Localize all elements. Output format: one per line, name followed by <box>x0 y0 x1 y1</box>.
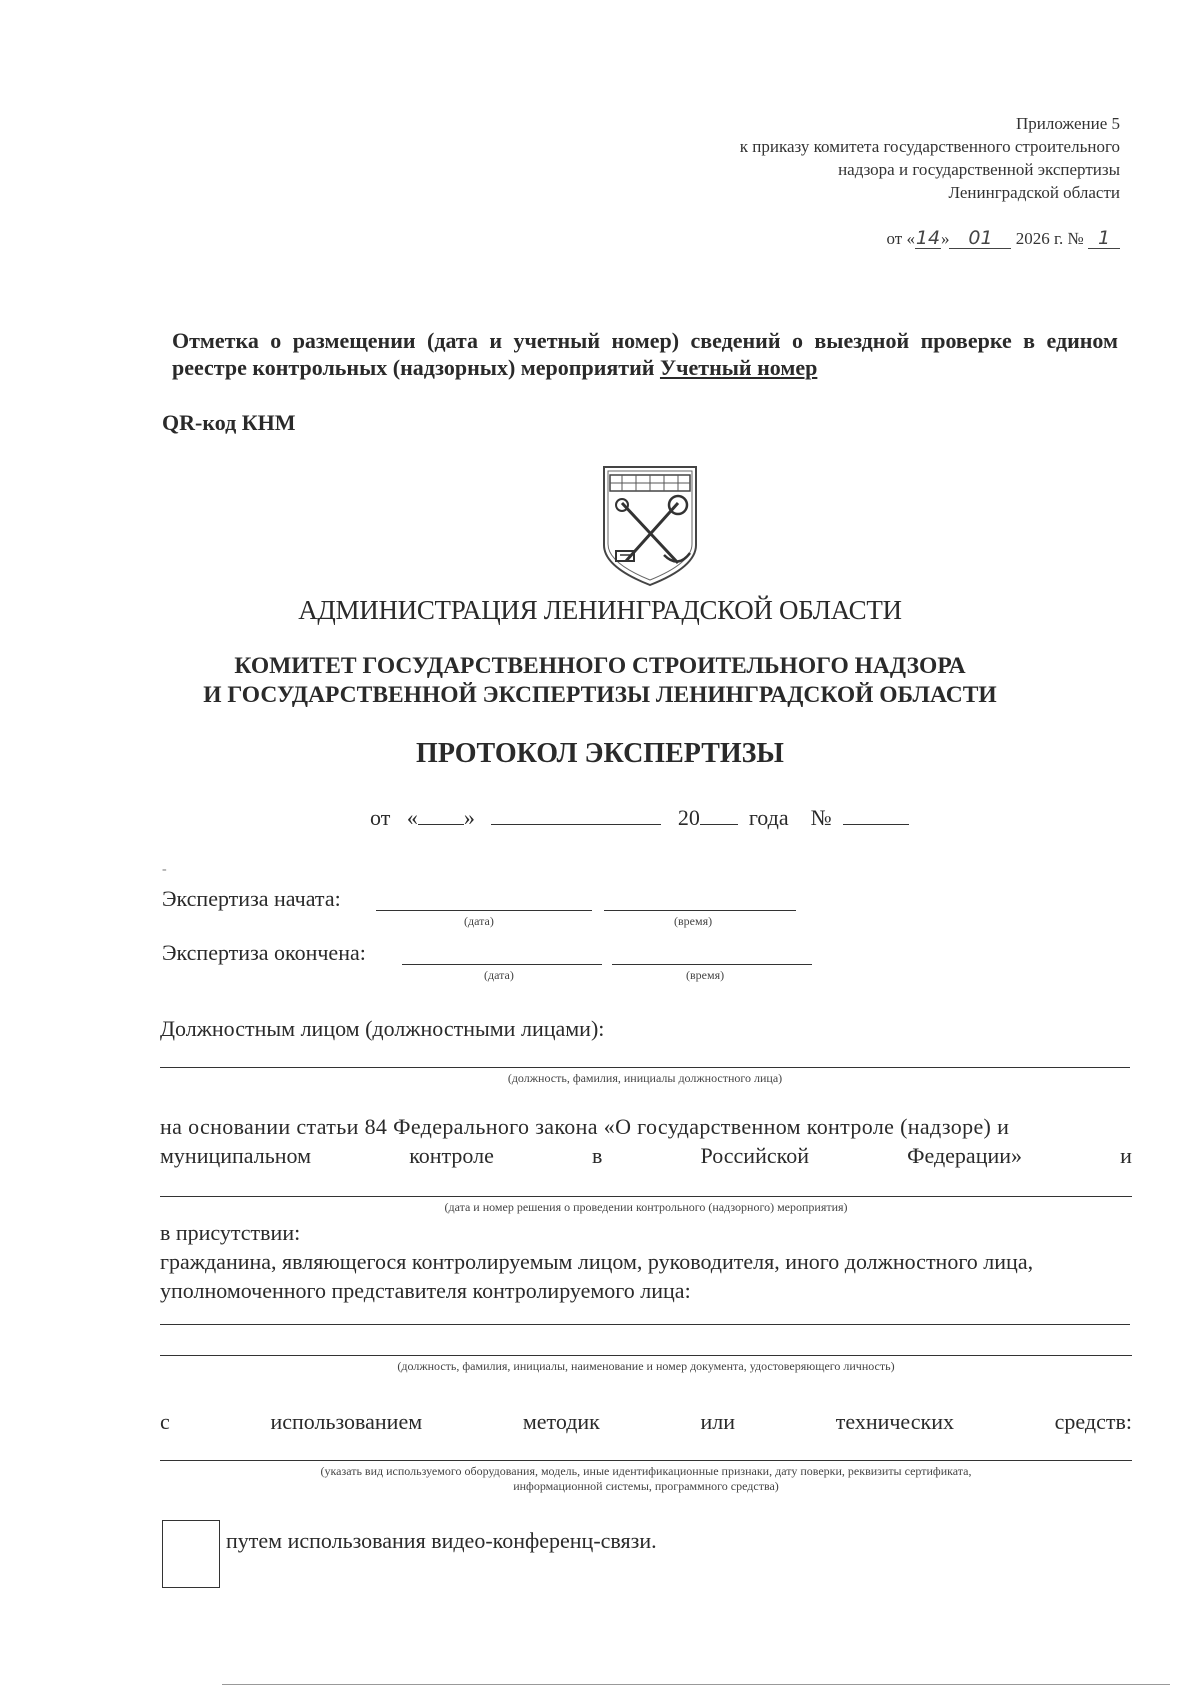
protocol-number-field[interactable] <box>843 804 909 825</box>
basis-word: муниципальном <box>160 1143 312 1168</box>
official-field[interactable] <box>160 1067 1130 1068</box>
presence-label: в присутствии: <box>160 1220 301 1245</box>
ended-label: Экспертиза окончена: <box>162 940 366 965</box>
video-conference-label: путем использования видео-конференц-связи. <box>226 1528 657 1553</box>
appendix-line: Приложение 5 <box>1016 114 1120 133</box>
basis-word: и <box>1120 1143 1132 1168</box>
official-hint: (должность, фамилия, инициалы должностного лица) <box>507 1071 783 1085</box>
basis-line-1 <box>160 1112 1132 1141</box>
methods-word: методик <box>522 1409 600 1434</box>
order-date-line <box>887 228 1121 249</box>
video-conference-checkbox[interactable] <box>162 1520 220 1588</box>
committee-line-2: И ГОСУДАРСТВЕННОЙ ЭКСПЕРТИЗЫ ЛЕНИНГРАДСКОЙ ОБЛАСТИ <box>203 682 997 708</box>
methods-word: использованием <box>270 1409 423 1434</box>
basis-line-2 <box>160 1141 1132 1170</box>
year-field[interactable] <box>700 804 738 825</box>
order-quote: » <box>940 229 950 248</box>
order-month: 01 <box>949 228 1011 249</box>
ended-time-hint: (время) <box>686 968 725 982</box>
century-text: 20 <box>677 805 700 830</box>
methods-hint-line-2: информационной системы, программного средства) <box>513 1479 779 1493</box>
order-from: от « <box>886 229 915 248</box>
started-date-hint: (дата) <box>464 914 494 928</box>
order-number: 1 <box>1088 228 1120 249</box>
month-field[interactable] <box>491 804 661 825</box>
started-time-hint: (время) <box>674 914 713 928</box>
number-sign: № <box>810 805 832 830</box>
page-bottom-edge <box>222 1684 1170 1685</box>
qr-label: QR-код КНМ <box>162 410 296 435</box>
started-time-field[interactable] <box>604 910 796 911</box>
basis-word: в <box>592 1143 603 1168</box>
ended-date-hint: (дата) <box>484 968 514 982</box>
account-number-label: Учетный номер <box>659 355 818 380</box>
methods-field[interactable] <box>160 1460 1132 1461</box>
order-day: 14 <box>915 227 941 249</box>
coat-of-arms-emblem <box>600 463 700 588</box>
protocol-date-line <box>370 804 909 831</box>
started-label: Экспертиза начата: <box>162 886 341 911</box>
methods-word: или <box>700 1409 736 1434</box>
presence-hint: (должность, фамилия, инициалы, наименование и номер документа, удостоверяющего личность) <box>397 1359 895 1373</box>
basis-word: контроле <box>409 1143 494 1168</box>
basis-paragraph <box>160 1112 1132 1170</box>
ended-time-field[interactable] <box>612 964 812 965</box>
presence-field-2[interactable] <box>160 1355 1132 1356</box>
appendix-line: надзора и государственной экспертизы <box>838 160 1120 179</box>
administration-heading: АДМИНИСТРАЦИЯ ЛЕНИНГРАДСКОЙ ОБЛАСТИ <box>298 595 902 625</box>
order-year: 2026 г. № <box>1015 229 1084 248</box>
committee-line-1: КОМИТЕТ ГОСУДАРСТВЕННОГО СТРОИТЕЛЬНОГО НАДЗОРА <box>234 653 966 679</box>
methods-hint-line-1: (указать вид используемого оборудования, модель, иные идентификационные признаки, дату поверки, реквизиты сертификата, <box>320 1464 972 1478</box>
registry-mark <box>172 327 1118 381</box>
presence-text: гражданина, являющегося контролируемым лицом, руководителя, иного должностного лица, уполномоченного представителя контролируемого лица: <box>160 1249 1034 1303</box>
methods-line <box>160 1409 1132 1435</box>
document-title: ПРОТОКОЛ ЭКСПЕРТИЗЫ <box>416 738 784 769</box>
methods-hint <box>160 1464 1132 1494</box>
methods-word: с <box>160 1409 170 1434</box>
registry-mark-text: Отметка о размещении (дата и учетный номер) сведений о выездной проверке в едином реестре контрольных (надзорных) мероприятий <box>172 328 1118 380</box>
open-quote: « <box>406 805 418 830</box>
presence-field-1[interactable] <box>160 1324 1130 1325</box>
close-quote: » <box>463 805 475 830</box>
decision-hint: (дата и номер решения о проведении контрольного (надзорного) мероприятия) <box>444 1200 848 1214</box>
basis-word: Российской <box>700 1143 809 1168</box>
official-label: Должностным лицом (должностными лицами): <box>160 1016 605 1041</box>
committee-heading <box>0 652 1200 710</box>
date-from-word: от <box>370 805 391 830</box>
decision-field[interactable] <box>160 1196 1132 1197</box>
year-word: года <box>748 805 789 830</box>
started-date-field[interactable] <box>376 910 592 911</box>
basis-word: Федерации» <box>907 1143 1023 1168</box>
appendix-line: к приказу комитета государственного строительного <box>739 137 1120 156</box>
appendix-line: Ленинградской области <box>948 183 1120 202</box>
day-field[interactable] <box>418 804 464 825</box>
appendix-block <box>560 112 1120 204</box>
methods-word: технических <box>835 1409 954 1434</box>
dash-mark: - <box>162 862 167 877</box>
methods-word: средств: <box>1054 1409 1132 1434</box>
ended-date-field[interactable] <box>402 964 602 965</box>
basis-line-1-text: на основании статьи 84 Федерального закона «О государственном контроле (надзоре) и <box>160 1114 1010 1139</box>
